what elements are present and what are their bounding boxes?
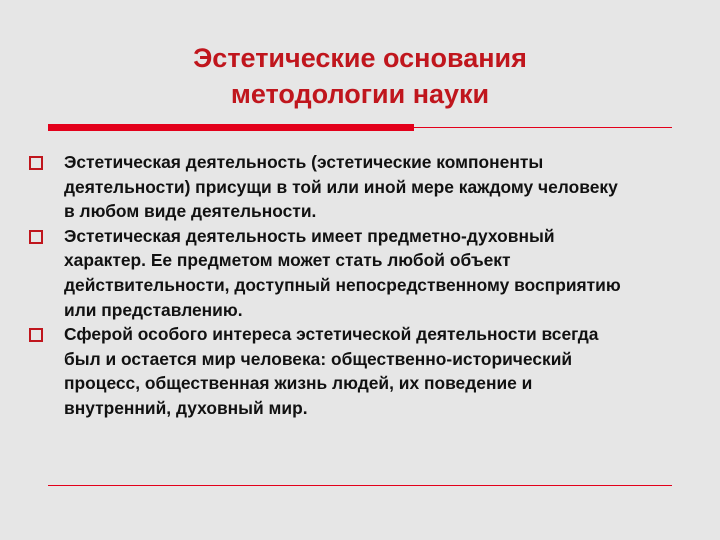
title-line-2: методологии науки: [230, 79, 490, 109]
bullet-1-line-1: Эстетическая деятельность (эстетические компоненты: [64, 152, 544, 172]
bullet-2-line-3: действительности, доступный непосредственному восприятию: [64, 274, 621, 295]
title-line-1: Эстетические основания: [193, 43, 527, 73]
slide-title: [120, 40, 600, 112]
bullet-2-line-4: или представлению.: [64, 299, 243, 320]
square-bullet-icon: [29, 156, 43, 170]
bullet-2-line-2: характер. Ее предметом может стать любой объект: [64, 250, 511, 271]
bullet-item-1: [28, 150, 688, 224]
bullet-item-2: [28, 224, 688, 322]
title-underline-thick: [48, 124, 414, 131]
bullet-3-line-3: процесс, общественная жизнь людей, их поведение и: [64, 373, 533, 394]
square-bullet-icon: [29, 230, 43, 244]
square-bullet-icon: [29, 328, 43, 342]
bullet-3-line-4: внутренний, духовный мир.: [64, 397, 308, 418]
bullet-3-line-2: был и остается мир человека: общественно-исторический: [64, 348, 573, 369]
bullet-item-3: [28, 322, 688, 420]
bullet-2-line-1: Эстетическая деятельность имеет предметно-духовный: [64, 225, 555, 246]
bullet-list: [28, 150, 688, 421]
bullet-1-line-3: в любом виде деятельности.: [64, 201, 317, 222]
footer-rule: [48, 485, 672, 486]
title-underline-thin: [414, 127, 672, 128]
bullet-3-line-1: Сферой особого интереса эстетической деятельности всегда: [64, 324, 599, 345]
bullet-1-line-2: деятельности) присущи в той или иной мере каждому человеку: [64, 176, 618, 197]
